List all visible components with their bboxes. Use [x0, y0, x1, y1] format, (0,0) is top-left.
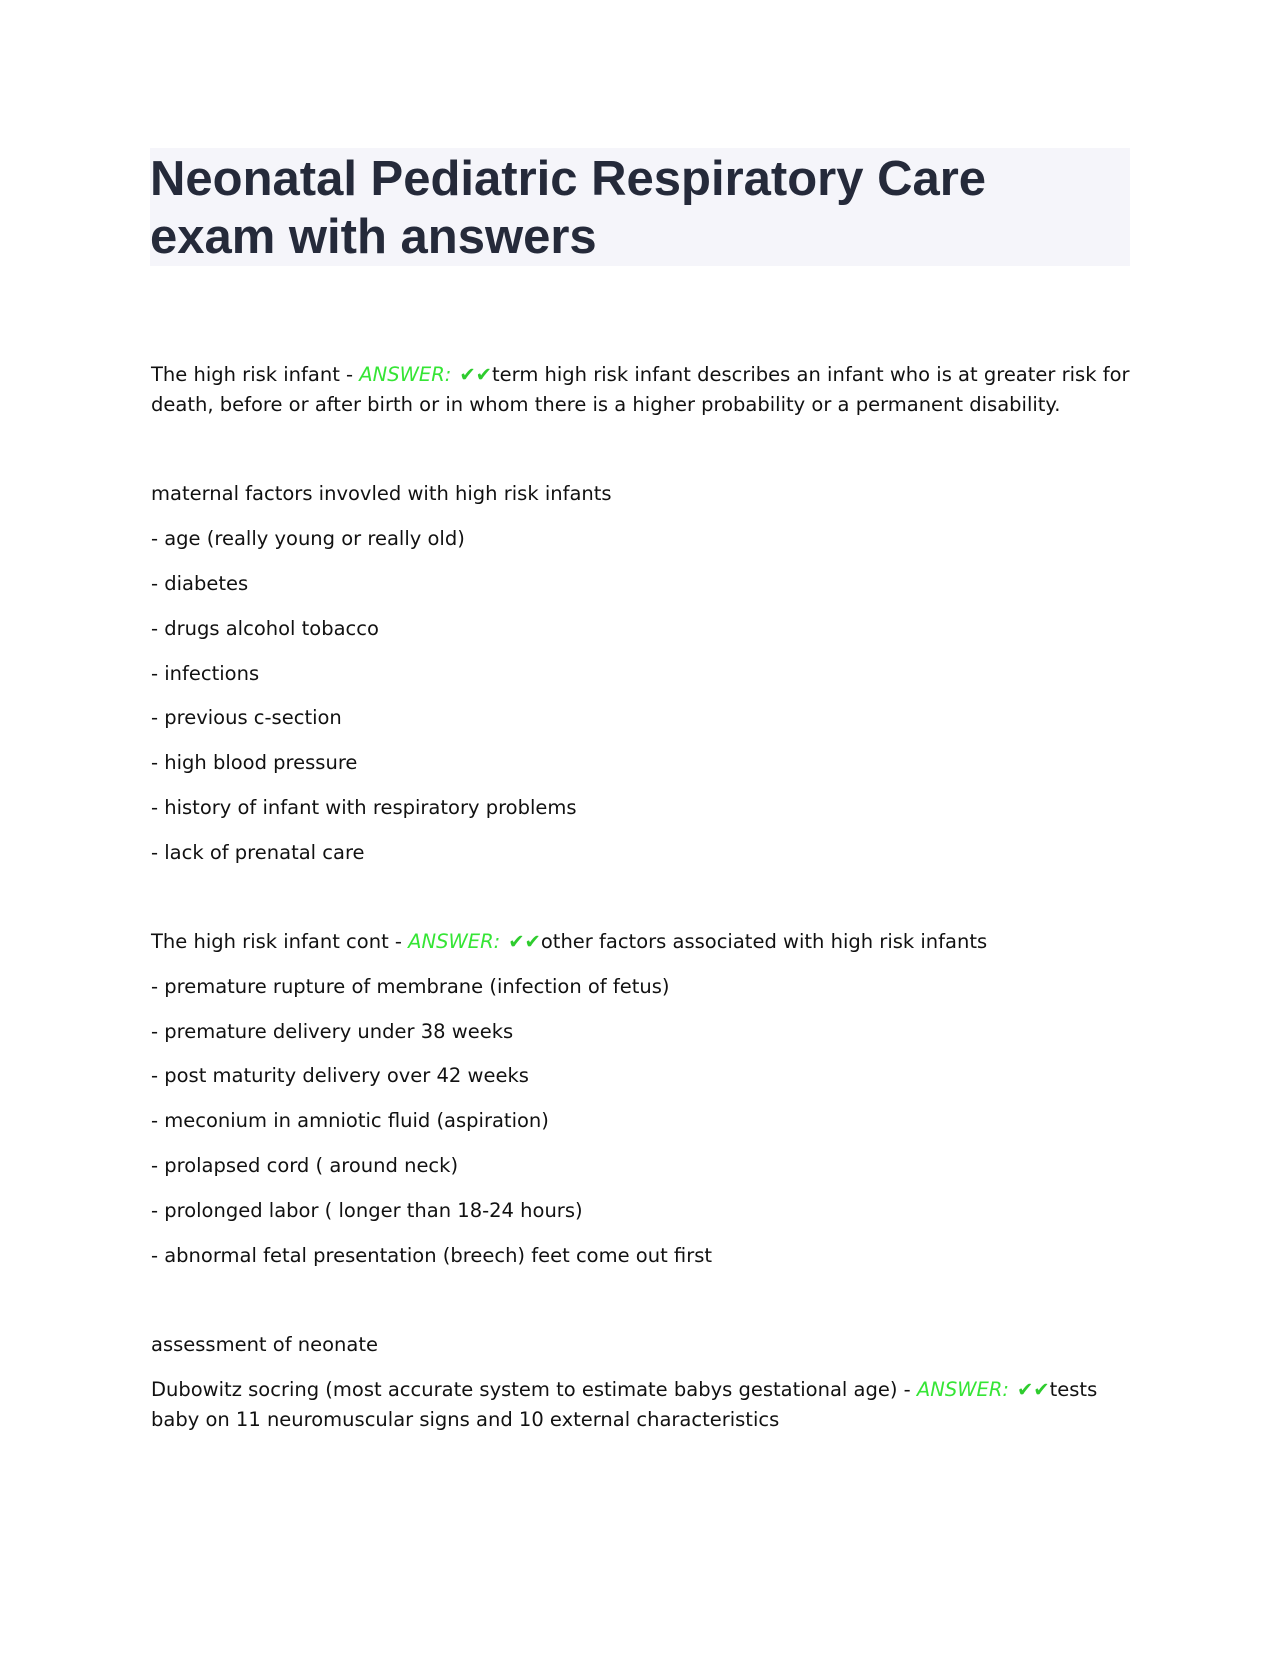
list-item: - premature rupture of membrane (infection of fetus) [151, 975, 670, 998]
list-item: - history of infant with respiratory problems [151, 796, 577, 819]
list-item: - post maturity delivery over 42 weeks [151, 1064, 529, 1087]
answer-text: tests baby on 11 neuromuscular signs and 10 external characteristics [151, 1378, 1098, 1431]
list-item: - premature delivery under 38 weeks [151, 1020, 514, 1043]
list-item: - infections [151, 662, 260, 685]
list-item: - prolonged labor ( longer than 18-24 hours) [151, 1199, 583, 1222]
section-heading: assessment of neonate [151, 1333, 379, 1356]
qa-high-risk-infant-cont [151, 927, 1131, 957]
answer-text: other factors associated with high risk infants [540, 930, 988, 953]
list-item: - age (really young or really old) [151, 527, 465, 550]
answer-label: ANSWER: [916, 1378, 1009, 1401]
list-item: - drugs alcohol tobacco [151, 617, 379, 640]
document-title: Neonatal Pediatric Respiratory Care exam with answers [150, 152, 987, 264]
qa-dubowitz [151, 1375, 1136, 1435]
list-item: - prolapsed cord ( around neck) [151, 1154, 459, 1177]
list-item: - meconium in amniotic fluid (aspiration) [151, 1109, 549, 1132]
check-marks-icon: ✔✔ [1016, 1378, 1050, 1401]
list-item: - high blood pressure [151, 751, 358, 774]
list-item: - previous c-section [151, 706, 342, 729]
question-text: Dubowitz socring (most accurate system to estimate babys gestational age) - [151, 1378, 917, 1401]
list-item: - diabetes [151, 572, 249, 595]
qa-high-risk-infant [151, 360, 1136, 420]
list-item: - lack of prenatal care [151, 841, 365, 864]
answer-label: ANSWER: [408, 930, 501, 953]
question-text: The high risk infant cont - [151, 930, 409, 953]
check-marks-icon: ✔✔ [459, 363, 493, 386]
check-marks-icon: ✔✔ [508, 930, 541, 953]
list-item: - abnormal fetal presentation (breech) feet come out first [151, 1244, 713, 1267]
answer-label: ANSWER: [359, 363, 452, 386]
section-heading: maternal factors invovled with high risk infants [151, 482, 612, 505]
answer-text: term high risk infant describes an infant who is at greater risk for death, before or after birth or in whom there is a higher probability or a permanent disability. [151, 363, 1130, 416]
question-text: The high risk infant - [151, 363, 360, 386]
